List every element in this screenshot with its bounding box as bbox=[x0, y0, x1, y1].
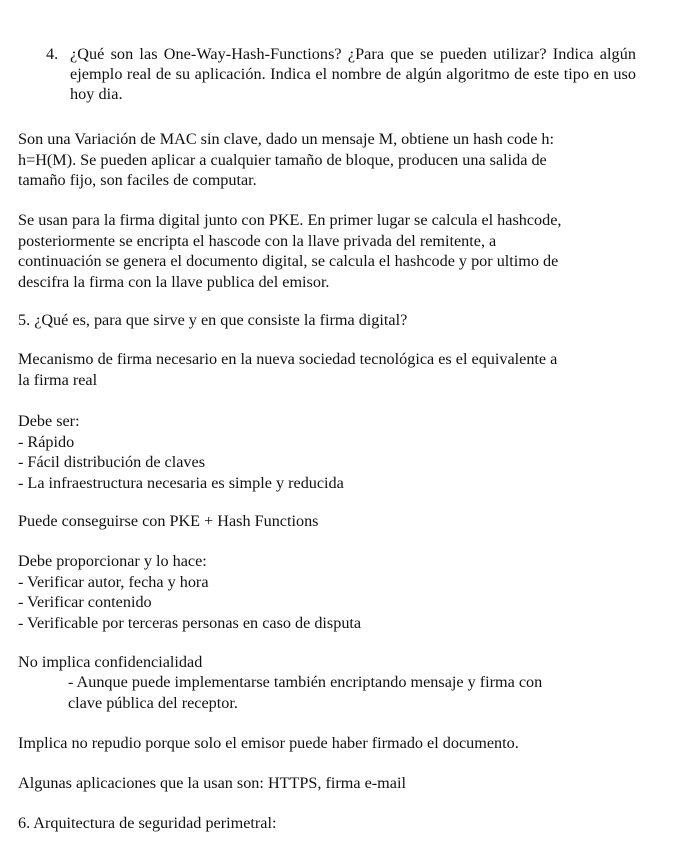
list-heading: Debe proporcionar y lo hace: bbox=[18, 552, 207, 570]
list-debe-proporcionar bbox=[18, 551, 658, 633]
question-4 bbox=[46, 44, 636, 104]
answer-paragraph-5 bbox=[18, 652, 658, 673]
text-line: continuación se genera el documento digital, se calcula el hashcode y por ultimo de bbox=[18, 252, 559, 270]
list-item: - Verificar contenido bbox=[18, 593, 152, 611]
text-line: Algunas aplicaciones que la usan son: HTTPS, firma e-mail bbox=[18, 774, 406, 792]
list-item: - Verificar autor, fecha y hora bbox=[18, 572, 209, 591]
text-line: descifra la firma con la llave publica del emisor. bbox=[18, 272, 330, 291]
list-item: - Fácil distribución de claves bbox=[18, 453, 206, 471]
text-line: Son una Variación de MAC sin clave, dado un mensaje M, obtiene un hash code h: bbox=[18, 130, 555, 148]
list-debe-ser bbox=[18, 411, 658, 493]
text-line: Implica no repudio porque solo el emisor puede haber firmado el documento. bbox=[18, 734, 519, 752]
question-5-text: 5. ¿Qué es, para que sirve y en que consiste la firma digital? bbox=[18, 311, 408, 329]
question-4-text: ¿Qué son las One-Way-Hash-Functions? ¿Para que se pueden utilizar? Indica algún ejemplo real de su aplicación. Indica el nombre de algún algoritmo de este tipo en uso hoy dia. bbox=[70, 45, 636, 103]
text-line: - Aunque puede implementarse también encriptando mensaje y firma con bbox=[68, 673, 543, 691]
text-line: posteriormente se encripta el hascode con la llave privada del remitente, a bbox=[18, 231, 497, 250]
question-6 bbox=[18, 813, 658, 834]
text-line: la firma real bbox=[18, 370, 98, 389]
text-line: clave pública del receptor. bbox=[68, 693, 238, 712]
indented-note bbox=[68, 672, 658, 713]
question-4-number: 4. bbox=[46, 45, 59, 63]
answer-paragraph-6 bbox=[18, 733, 658, 754]
answer-paragraph-3 bbox=[18, 349, 658, 390]
list-heading: Debe ser: bbox=[18, 412, 80, 430]
list-item: - Verificable por terceras personas en caso de disputa bbox=[18, 613, 362, 632]
list-item: - Rápido bbox=[18, 432, 75, 451]
question-6-text: 6. Arquitectura de seguridad perimetral: bbox=[18, 814, 277, 832]
text-line: Mecanismo de firma necesario en la nueva sociedad tecnológica es el equivalente a bbox=[18, 350, 558, 368]
text-line: Puede conseguirse con PKE + Hash Functions bbox=[18, 512, 319, 530]
text-line: Se usan para la firma digital junto con PKE. En primer lugar se calcula el hashcode, bbox=[18, 211, 562, 229]
list-item: - La infraestructura necesaria es simple y reducida bbox=[18, 473, 344, 492]
answer-paragraph-1 bbox=[18, 129, 658, 191]
text-line: tamaño fijo, son faciles de computar. bbox=[18, 171, 257, 189]
answer-paragraph-4 bbox=[18, 511, 658, 532]
question-5 bbox=[18, 310, 658, 331]
answer-paragraph-2 bbox=[18, 210, 658, 292]
text-line: No implica confidencialidad bbox=[18, 653, 203, 671]
text-line: h=H(M). Se pueden aplicar a cualquier tamaño de bloque, producen una salida de bbox=[18, 150, 547, 169]
answer-paragraph-7 bbox=[18, 773, 658, 794]
